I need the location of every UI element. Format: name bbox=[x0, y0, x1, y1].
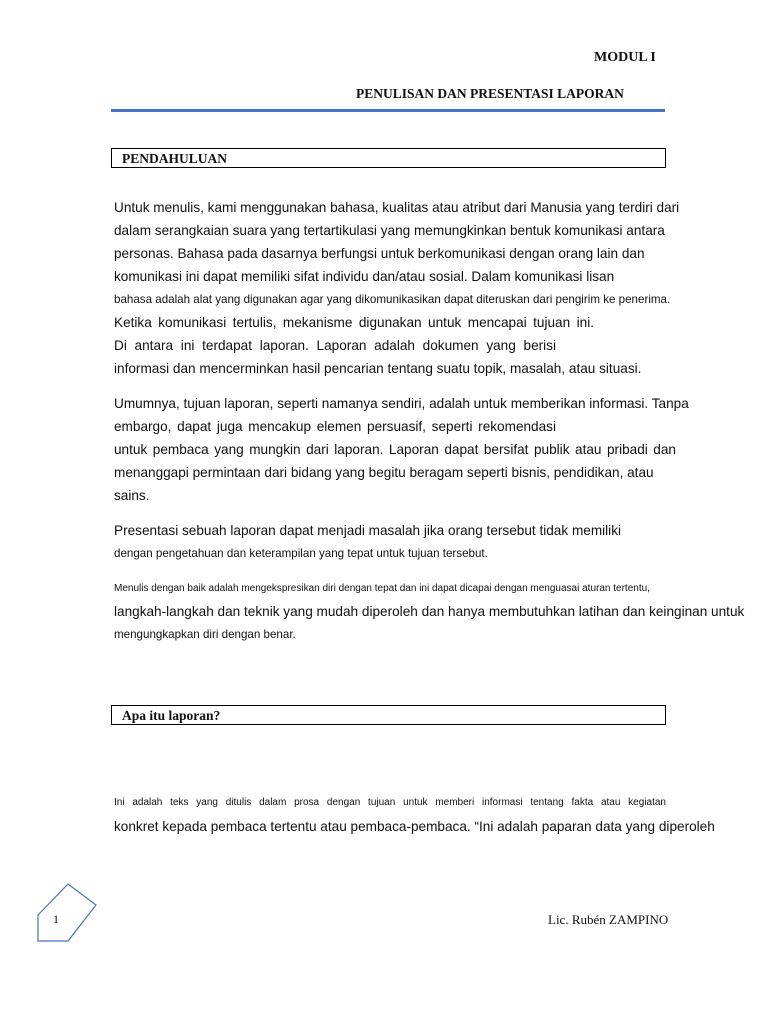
paragraph-line: dalam serangkaian suara yang tertartikulasi yang memungkinkan bentuk komunikasi antara bbox=[114, 223, 665, 238]
paragraph-line: langkah-langkah dan teknik yang mudah diperoleh dan hanya membutuhkan latihan dan keinginan untuk bbox=[114, 604, 745, 619]
paragraph-line: personas. Bahasa pada dasarnya berfungsi untuk berkomunikasi dengan orang lain dan bbox=[114, 246, 645, 261]
paragraph-line: Umumnya, tujuan laporan, seperti namanya sendiri, adalah untuk memberikan informasi. Tanpa bbox=[114, 396, 689, 411]
header-divider bbox=[111, 109, 665, 112]
paragraph-line: menanggapi permintaan dari bidang yang begitu beragam seperti bisnis, pendidikan, atau bbox=[114, 465, 654, 480]
paragraph-line: Presentasi sebuah laporan dapat menjadi masalah jika orang tersebut tidak memiliki bbox=[114, 523, 622, 538]
paragraph-line: embargo, dapat juga mencakup elemen persuasif, seperti rekomendasi bbox=[114, 419, 556, 434]
paragraph-line: sains. bbox=[114, 488, 150, 503]
paragraph-line: Ketika komunikasi tertulis, mekanisme digunakan untuk mencapai tujuan ini. bbox=[114, 315, 594, 330]
paragraph-line: Di antara ini terdapat laporan. Laporan adalah dokumen yang berisi bbox=[114, 338, 556, 353]
section-heading-intro: PENDAHULUAN bbox=[111, 148, 666, 168]
paragraph-line: komunikasi ini dapat memiliki sifat individu dan/atau sosial. Dalam komunikasi lisan bbox=[114, 269, 615, 284]
paragraph-line: mengungkapkan diri dengan benar. bbox=[114, 628, 296, 641]
paragraph-line: untuk pembaca yang mungkin dari laporan. Laporan dapat bersifat publik atau pribadi dan bbox=[114, 442, 676, 457]
page-number-shape-icon bbox=[34, 881, 100, 945]
paragraph-line: Untuk menulis, kami menggunakan bahasa, kualitas atau atribut dari Manusia yang terdiri dari bbox=[114, 200, 680, 215]
paragraph-line: bahasa adalah alat yang digunakan agar yang dikomunikasikan dapat diteruskan dari pengirim ke penerima. bbox=[114, 293, 671, 306]
footer-author: Lic. Rubén ZAMPINO bbox=[548, 912, 669, 927]
paragraph-line: Menulis dengan baik adalah mengekspresikan diri dengan tepat dan ini dapat dicapai dengan menguasai aturan tertentu, bbox=[114, 583, 650, 594]
document-title: PENULISAN DAN PRESENTASI LAPORAN bbox=[356, 86, 624, 101]
paragraph-line: Ini adalah teks yang ditulis dalam prosa dengan tujuan untuk memberi informasi tentang fakta atau kegiatan bbox=[114, 797, 666, 808]
paragraph-line: konkret kepada pembaca tertentu atau pembaca-pembaca. “Ini adalah paparan data yang diperoleh bbox=[114, 819, 715, 834]
page-number: 1 bbox=[53, 912, 59, 926]
module-label: MODUL I bbox=[594, 50, 656, 65]
section-heading-what-is-report: Apa itu laporan? bbox=[111, 705, 666, 725]
paragraph-line: informasi dan mencerminkan hasil pencarian tentang suatu topik, masalah, atau situasi. bbox=[114, 361, 642, 376]
paragraph-line: dengan pengetahuan dan keterampilan yang tepat untuk tujuan tersebut. bbox=[114, 547, 488, 560]
